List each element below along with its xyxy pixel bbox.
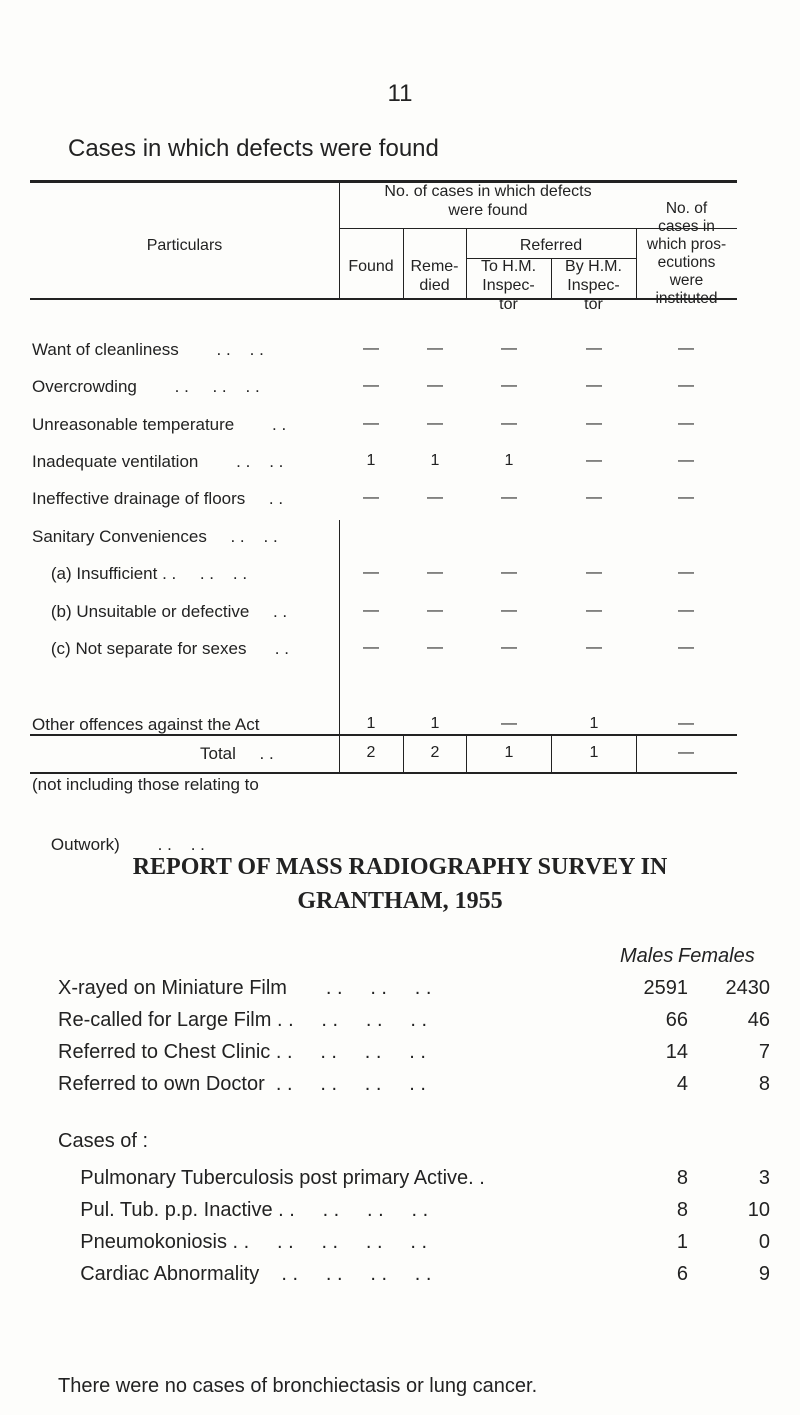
males-header: Males xyxy=(620,945,674,967)
by-hm-cell: — xyxy=(586,452,602,469)
row-label: Pul. Tub. p.p. Inactive . . . . . . . . xyxy=(58,1199,429,1221)
found-header: Found xyxy=(348,258,394,275)
to-hm-cell: — xyxy=(501,639,517,656)
prosecutions-cell: — xyxy=(678,639,694,656)
remedied-cell: — xyxy=(427,639,443,656)
males-value: 1 xyxy=(676,1231,688,1253)
remedied-cell: — xyxy=(427,340,443,357)
by-hm-cell: — xyxy=(586,639,602,656)
case-row xyxy=(58,1231,770,1261)
found-cell: — xyxy=(363,602,379,619)
col-divider xyxy=(551,734,552,774)
footer-note: There were no cases of bronchiectasis or lung cancer. xyxy=(58,1375,538,1397)
by-hm-cell: — xyxy=(586,340,602,357)
row-label: Cardiac Abnormality . . . . . . . . xyxy=(58,1263,432,1285)
by-hm-cell: 1 xyxy=(589,715,599,732)
remedied-header: Reme- died xyxy=(410,258,459,294)
found-cell: 1 xyxy=(366,715,376,732)
females-value: 3 xyxy=(758,1167,770,1189)
to-hm-cell: — xyxy=(501,564,517,581)
remedied-cell: — xyxy=(427,377,443,394)
row-label: Ineffective drainage of floors . . xyxy=(32,489,284,508)
males-value: 66 xyxy=(665,1009,688,1031)
by-hm-cell: — xyxy=(586,415,602,432)
remedied-cell: 2 xyxy=(430,744,440,761)
females-value: 2430 xyxy=(725,977,770,999)
males-value: 6 xyxy=(676,1263,688,1285)
row-label: (b) Unsuitable or defective . . xyxy=(32,602,288,621)
found-cell: — xyxy=(363,340,379,357)
prosecutions-cell: — xyxy=(678,715,694,732)
females-value: 7 xyxy=(758,1041,770,1063)
row-label: Sanitary Conveniences . . . . xyxy=(32,527,278,546)
found-cell: — xyxy=(363,489,379,506)
row-label: Referred to own Doctor . . . . . . . . xyxy=(58,1073,426,1095)
found-cell: — xyxy=(363,639,379,656)
case-row xyxy=(58,1199,770,1229)
case-row xyxy=(58,1263,770,1293)
row-label: Pulmonary Tuberculosis post primary Active. . xyxy=(58,1167,485,1189)
females-value: 8 xyxy=(758,1073,770,1095)
report-row xyxy=(58,1041,770,1071)
to-hm-cell: — xyxy=(501,340,517,357)
by-hm-cell: — xyxy=(586,489,602,506)
row-label: X-rayed on Miniature Film . . . . . . xyxy=(58,977,432,999)
by-hm-cell: 1 xyxy=(589,744,599,761)
prosecutions-cell: — xyxy=(678,564,694,581)
females-header: Females xyxy=(678,945,755,967)
to-hm-cell: 1 xyxy=(504,452,514,469)
group-header-line1: No. of cases in which defects xyxy=(384,183,592,200)
males-value: 4 xyxy=(676,1073,688,1095)
to-hm-cell: — xyxy=(501,415,517,432)
report-row xyxy=(58,1009,770,1039)
found-cell: — xyxy=(363,377,379,394)
row-label: (c) Not separate for sexes . . xyxy=(32,639,289,658)
page-number: 11 xyxy=(387,80,413,107)
remedied-cell: — xyxy=(427,564,443,581)
to-hm-cell: — xyxy=(501,377,517,394)
row-label: Overcrowding . . . . . . xyxy=(32,377,260,396)
cases-of-heading: Cases of : xyxy=(58,1130,149,1152)
row-label: Inadequate ventilation . . . . xyxy=(32,452,284,471)
females-value: 10 xyxy=(747,1199,770,1221)
prosecutions-cell: — xyxy=(678,340,694,357)
remedied-cell: — xyxy=(427,489,443,506)
particulars-header: Particulars xyxy=(146,237,223,254)
males-value: 2591 xyxy=(643,977,688,999)
found-cell: — xyxy=(363,564,379,581)
by-hm-cell: — xyxy=(586,564,602,581)
row-label: Referred to Chest Clinic . . . . . . . . xyxy=(58,1041,426,1063)
found-cell: 1 xyxy=(366,452,376,469)
row-label: Pneumokoniosis . . . . . . . . . . xyxy=(58,1231,428,1253)
males-value: 8 xyxy=(676,1167,688,1189)
found-cell: — xyxy=(363,415,379,432)
col-divider xyxy=(466,734,467,774)
remedied-cell: — xyxy=(427,415,443,432)
prosecutions-cell: — xyxy=(678,744,694,761)
to-hm-cell: — xyxy=(501,715,517,732)
prosecutions-cell: — xyxy=(678,415,694,432)
row-label: Re-called for Large Film . . . . . . . . xyxy=(58,1009,427,1031)
row-label: Other offences against the Act (not including those relating to Outwork) . . . . xyxy=(32,715,260,854)
males-value: 14 xyxy=(665,1041,688,1063)
remedied-cell: — xyxy=(427,602,443,619)
prosecutions-cell: — xyxy=(678,452,694,469)
to-hm-cell: 1 xyxy=(504,744,514,761)
remedied-cell: 1 xyxy=(430,452,440,469)
prosecutions-cell: — xyxy=(678,377,694,394)
by-hm-cell: — xyxy=(586,377,602,394)
report-row xyxy=(58,977,770,1007)
to-hm-header: To H.M. Inspec- tor xyxy=(480,258,537,313)
found-cell: 2 xyxy=(366,744,376,761)
report-row xyxy=(58,1073,770,1103)
females-value: 0 xyxy=(758,1231,770,1253)
by-hm-header: By H.M. Inspec- tor xyxy=(565,258,622,313)
to-hm-cell: — xyxy=(501,489,517,506)
prosecutions-header: No. of cases in which pros- ecutions were instituted xyxy=(646,200,727,307)
group-header-line2: were found xyxy=(448,202,528,219)
females-value: 46 xyxy=(747,1009,770,1031)
case-row xyxy=(58,1167,770,1197)
report-title: REPORT OF MASS RADIOGRAPHY SURVEY IN GRANTHAM, 1955 xyxy=(132,854,668,914)
defects-table xyxy=(30,180,737,854)
col-divider xyxy=(339,520,340,774)
to-hm-cell: — xyxy=(501,602,517,619)
by-hm-cell: — xyxy=(586,602,602,619)
row-label: Want of cleanliness . . . . xyxy=(32,340,264,359)
section-title: Cases in which defects were found xyxy=(68,135,439,162)
prosecutions-cell: — xyxy=(678,489,694,506)
total-label: Total . . xyxy=(200,744,274,763)
col-divider xyxy=(403,734,404,774)
row-label: Unreasonable temperature . . xyxy=(32,415,287,434)
females-value: 9 xyxy=(758,1263,770,1285)
remedied-cell: 1 xyxy=(430,715,440,732)
males-value: 8 xyxy=(676,1199,688,1221)
col-divider xyxy=(636,734,637,774)
row-label: (a) Insufficient . . . . . . xyxy=(32,564,248,583)
prosecutions-cell: — xyxy=(678,602,694,619)
referred-header: Referred xyxy=(519,237,583,254)
